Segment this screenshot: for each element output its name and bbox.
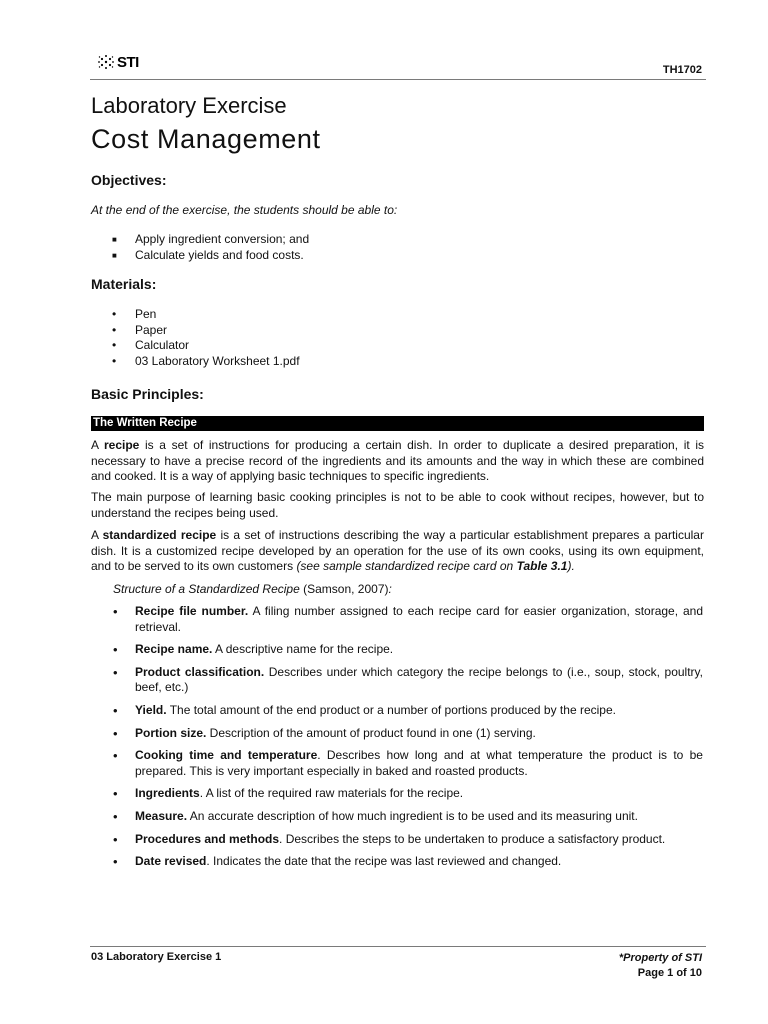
list-item: • Procedures and methods. Describes the steps to be undertaken to produce a satisfactory product. — [113, 831, 666, 847]
bullet-icon: • — [113, 664, 118, 680]
bullet-icon: • — [113, 786, 118, 802]
list-item: • Date revised. Indicates the date that the recipe was last reviewed and changed. — [113, 854, 562, 870]
bullet-icon: • — [113, 702, 118, 718]
list-item: • Recipe file number. A filing number assigned to each recipe card for easier organization, storage, and retrieval. — [113, 604, 703, 634]
list-item: • Product classification. Describes under which category the recipe belongs to (i.e., soup, stock, poultry, beef, etc.) — [113, 664, 703, 695]
basic-principles-heading: Basic Principles: — [91, 386, 204, 402]
list-item: • Recipe name. A descriptive name for the recipe. — [113, 642, 394, 658]
square-bullet-icon: ■ — [112, 235, 117, 244]
document-code: TH1702 — [662, 64, 702, 76]
bullet-icon: • — [113, 748, 118, 764]
list-item: • Portion size. Description of the amount of product found in one (1) serving. — [113, 725, 536, 741]
footer-info — [619, 951, 702, 981]
bullet-icon: • — [113, 642, 118, 658]
paragraph-purpose: The main purpose of learning basic cooking principles is not to be able to cook without recipes, however, but to understand the recipes being used. — [91, 490, 704, 520]
page-number: Page 1 of 10 — [637, 967, 702, 979]
logo-text: STI — [117, 53, 139, 71]
property-notice: *Property of STI — [618, 952, 702, 964]
square-bullet-icon: ■ — [112, 250, 117, 260]
definitions-list — [113, 604, 703, 870]
document-title-line2: Cost Management — [91, 124, 321, 154]
list-item: • Yield. The total amount of the end product or a number of portions produced by the recipe. — [113, 702, 616, 718]
bullet-icon: • — [113, 604, 118, 619]
bullet-icon: • — [112, 353, 117, 368]
document-title-line1: Laboratory Exercise — [91, 93, 287, 118]
list-item: • 03 Laboratory Worksheet 1.pdf — [112, 353, 300, 368]
section-header-bar: The Written Recipe — [91, 416, 704, 431]
sti-logo — [96, 50, 148, 74]
paragraph-recipe: A recipe is a set of instructions for producing a certain dish. In order to duplicate a desired preparation, it is necessary to have a precise record of the ingredients and its amounts and the way in which these are combined and cooked. It is a way of applying basic techniques to specific ingredients. — [91, 438, 704, 484]
objectives-list — [112, 232, 309, 263]
list-item: ■ Calculate yields and food costs. — [112, 247, 304, 262]
list-item: • Ingredients. A list of the required raw materials for the recipe. — [113, 786, 464, 802]
list-item: • Calculator — [112, 338, 190, 352]
list-item: ■ Apply ingredient conversion; and — [112, 232, 310, 246]
footer-divider — [90, 946, 706, 947]
footer-document-name: 03 Laboratory Exercise 1 — [91, 951, 222, 963]
bullet-icon: • — [113, 808, 118, 824]
bullet-icon: • — [113, 725, 118, 741]
materials-heading: Materials: — [91, 276, 157, 292]
bullet-icon: • — [113, 854, 118, 870]
bullet-icon: • — [113, 831, 118, 847]
list-item: • Cooking time and temperature. Describes how long and at what temperature the product is to be prepared. This is very important especially in baked and roasted products. — [113, 748, 703, 778]
sti-globe-icon — [96, 52, 116, 72]
bullet-icon: • — [112, 322, 117, 337]
list-item: • Pen — [112, 307, 157, 321]
structure-title: Structure of a Standardized Recipe (Samson, 2007): — [113, 582, 392, 596]
materials-list — [112, 307, 300, 369]
objectives-heading: Objectives: — [91, 172, 167, 188]
objectives-intro: At the end of the exercise, the students should be able to: — [91, 203, 398, 217]
header-divider — [90, 79, 706, 80]
paragraph-standardized-recipe: A standardized recipe is a set of instructions describing the way a particular establishment prepares a particular dish. It is a customized recipe developed by an operation for the use of its own cooks, using its own equipment, and to be served to its own customers (see sample standardized recipe card on Table 3.1). — [91, 528, 704, 574]
list-item: • Measure. An accurate description of how much ingredient is to be used and its measuring unit. — [113, 808, 638, 824]
list-item: • Paper — [112, 322, 168, 337]
bullet-icon: • — [112, 338, 117, 352]
bullet-icon: • — [112, 307, 117, 321]
